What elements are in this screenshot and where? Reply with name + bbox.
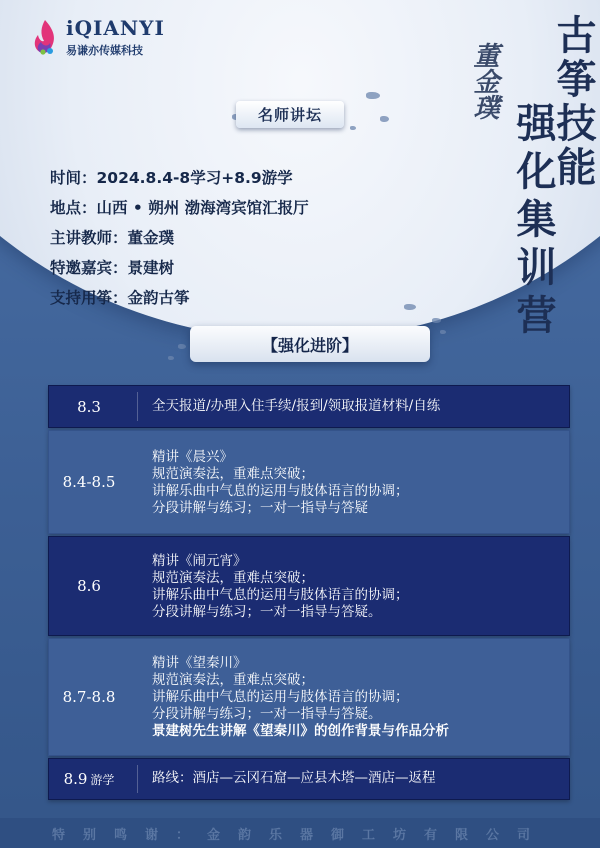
decor-island [168, 356, 174, 360]
info-sponsor: 支持用筝：金韵古筝 [50, 289, 190, 307]
info-time: 时间：2024.8.4-8学习+8.9游学 [50, 169, 293, 187]
schedule-row [48, 758, 570, 800]
schedule-date: 8.3 [77, 397, 101, 416]
schedule-date: 8.4-8.5 [62, 473, 116, 491]
decor-island [432, 318, 441, 323]
info-teacher: 主讲教师：董金璞 [50, 229, 175, 247]
schedule-row [48, 638, 570, 756]
logo-text-cn: 易谦亦传媒科技 [66, 44, 143, 57]
teacher-signature: 董金璞 [469, 42, 499, 120]
section-banner: 【强化进阶】 [190, 326, 430, 362]
schedule-date: 8.9 游学 [63, 770, 115, 788]
footer-acknowledgement: 特别鸣谢：金韵乐器御工坊有限公司 [0, 818, 600, 848]
flame-logo-icon [30, 18, 60, 58]
schedule-content: 精讲《闹元宵》 规范演奏法，重难点突破； 讲解乐曲中气息的运用与肢体语言的协调； 分段讲解与练习；一对一指导与答疑。 [152, 553, 409, 620]
title-column-1: 古筝技能 [550, 14, 597, 190]
event-info [50, 163, 309, 313]
title-column-2: 强化集训营 [510, 102, 557, 342]
schedule-content: 全天报道/办理入住手续/报到/领取报道材料/自练 [152, 398, 441, 414]
decor-island [178, 344, 186, 349]
decor-island [404, 304, 416, 310]
info-location: 地点：山西 • 朔州 渤海湾宾馆汇报厅 [50, 199, 309, 217]
schedule-content: 路线：酒店—云冈石窟—应县木塔—酒店—返程 [152, 770, 436, 786]
logo-text-en: iQIANYI [66, 16, 165, 40]
schedule-content: 精讲《望秦川》 规范演奏法，重难点突破； 讲解乐曲中气息的运用与肢体语言的协调； 分段讲解与练习；一对一指导与答疑。 景建树先生讲解《望秦川》的创作背景与作品分析 [152, 655, 449, 739]
schedule-row [48, 385, 570, 428]
decor-island [366, 92, 380, 99]
schedule-row [48, 430, 570, 534]
schedule-content: 精讲《晨兴》 规范演奏法，重难点突破； 讲解乐曲中气息的运用与肢体语言的协调； 分段讲解与练习；一对一指导与答疑 [152, 449, 409, 516]
decor-island [440, 330, 446, 334]
decor-island [380, 116, 389, 122]
schedule-date: 8.7-8.8 [62, 688, 116, 706]
decor-island [350, 126, 356, 130]
info-guest: 特邀嘉宾：景建树 [50, 259, 175, 277]
schedule-date: 8.6 [77, 577, 101, 595]
company-logo [30, 14, 200, 62]
schedule-row [48, 536, 570, 636]
section-badge: 名师讲坛 [236, 101, 344, 128]
